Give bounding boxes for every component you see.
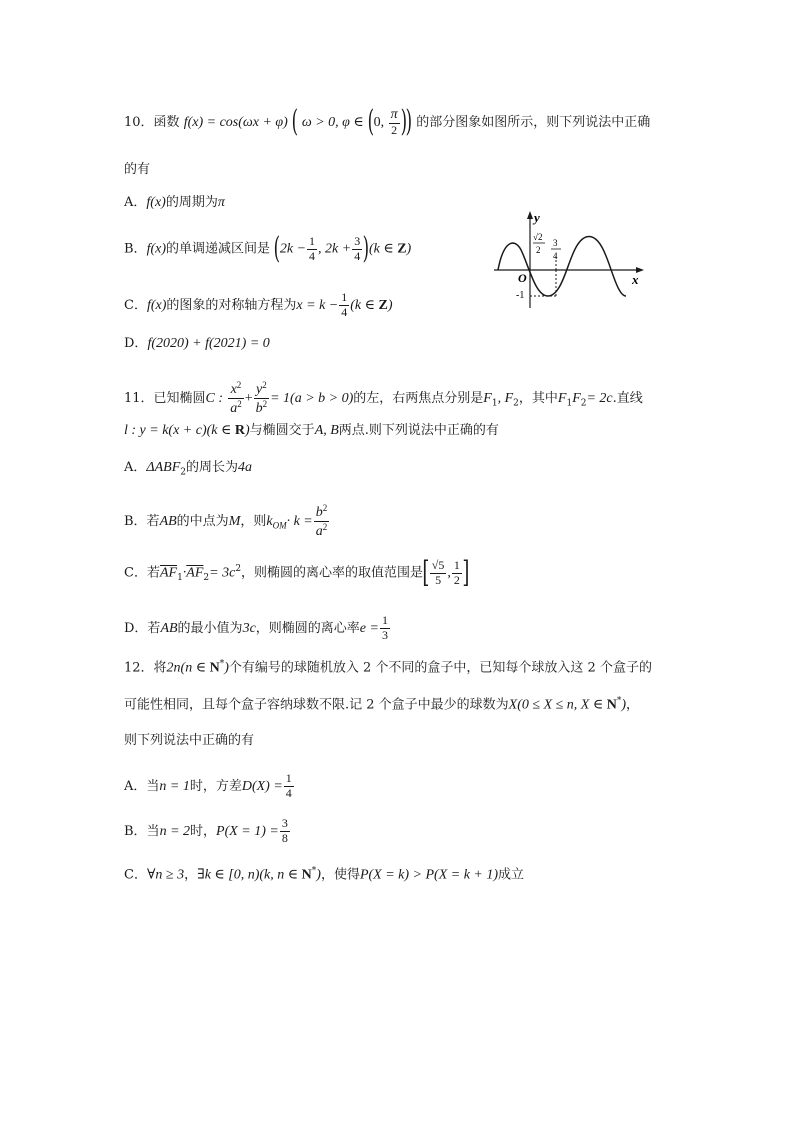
q11-stem: 11．已知椭圆C : $\frac{x^2}{a^2}$ + $\frac{y^2}{b^2}$ = 1(a > b > 0)的左，右两焦点分别是$F_1$, $F_2$，其中$F_1F_2= 2c$.直线 xyxy=(124,380,643,417)
q10-option-d: D．f(2020) + f(2021) = 0 xyxy=(124,336,270,351)
q10-option-c: C．f(x)的图象的对称轴方程为x = k − $\frac{1}{4}$ (k ∈ Z) xyxy=(124,290,393,319)
q10-stem: 10．函数 f(x) = cos(ωx + φ) ( ω > 0, φ ∈ (0, $\frac{\pi}{2}$ )) 的部分图象如图所示，则下列说法中正确 xyxy=(124,104,651,140)
q12-stem: 12．将2n(n ∈ N*)个有编号的球随机放入 2 个不同的盒子中，已知每个球放入这 2 个盒子的 xyxy=(124,659,652,676)
q10-option-a: A．f(x)的周期为π xyxy=(124,195,225,210)
q10-function: f(x) = cos(ωx + φ) xyxy=(183,114,288,130)
q11-stem-line2: l : y = k(x + c)(k ∈ R)与椭圆交于A, B两点.则下列说法中正确的有 xyxy=(124,423,499,438)
sqrt2-num: √2 xyxy=(533,232,543,242)
q11-option-b: B．若AB的中点为M，则$k_{OM}\cdot k$ = $\frac{b^2}{a^2}$ xyxy=(124,503,328,540)
three-den: 4 xyxy=(553,251,558,261)
q12-stem-line2: 可能性相同，且每个盒子容纳球数不限.记 2 个盒子中最少的球数为X(0 ≤ X ≤ n, X ∈ N*)， xyxy=(124,696,640,713)
cosine-curve xyxy=(498,237,626,297)
q12-option-c: C．∀n ≥ 3，∃k ∈ [0, n)(k, n ∈ N*)，使得P(X = k) > P(X = k + 1)成立 xyxy=(124,866,525,883)
sqrt2-den: 2 xyxy=(536,245,541,255)
q12-stem-line3: 则下列说法中正确的有 xyxy=(124,733,255,748)
q12-option-a: A．当n = 1时，方差D(X) = $\frac{1}{4}$ xyxy=(124,771,292,800)
y-axis-arrow xyxy=(527,211,533,219)
x-axis-label: x xyxy=(632,272,639,287)
q10-number: 10．函数 xyxy=(124,114,180,130)
q10-stem-line2: 的有 xyxy=(124,162,151,177)
y-axis-label: y xyxy=(534,210,540,225)
origin-label: O xyxy=(518,271,527,285)
q11-option-c: C．若$\overline{AF}_1\cdot\overline{AF}_2= 3c^2$，则椭圆的离心率的取值范围是[ $\frac{√5}{5}$ , $\frac{1}{2}$ ] xyxy=(124,555,470,590)
three-num: 3 xyxy=(553,238,558,248)
q11-option-d: D．若AB的最小值为3c，则椭圆的离心率e = $\frac{1}{3}$ xyxy=(124,613,388,642)
q10-option-b: B．f(x)的单调递减区间是 (2k − $\frac{1}{4}$ , 2k + $\frac{3}{4}$ )(k ∈ Z) xyxy=(124,231,412,266)
q12-option-b: B．当n = 2时，P(X = 1) = $\frac{3}{8}$ xyxy=(124,816,288,845)
q10-condition: ω > 0, φ ∈ xyxy=(301,114,364,130)
q11-option-a: A．$\Delta ABF_2$的周长为4a xyxy=(124,460,253,478)
neg-one-label: -1 xyxy=(516,290,525,301)
q10-cosine-graph xyxy=(490,208,650,318)
